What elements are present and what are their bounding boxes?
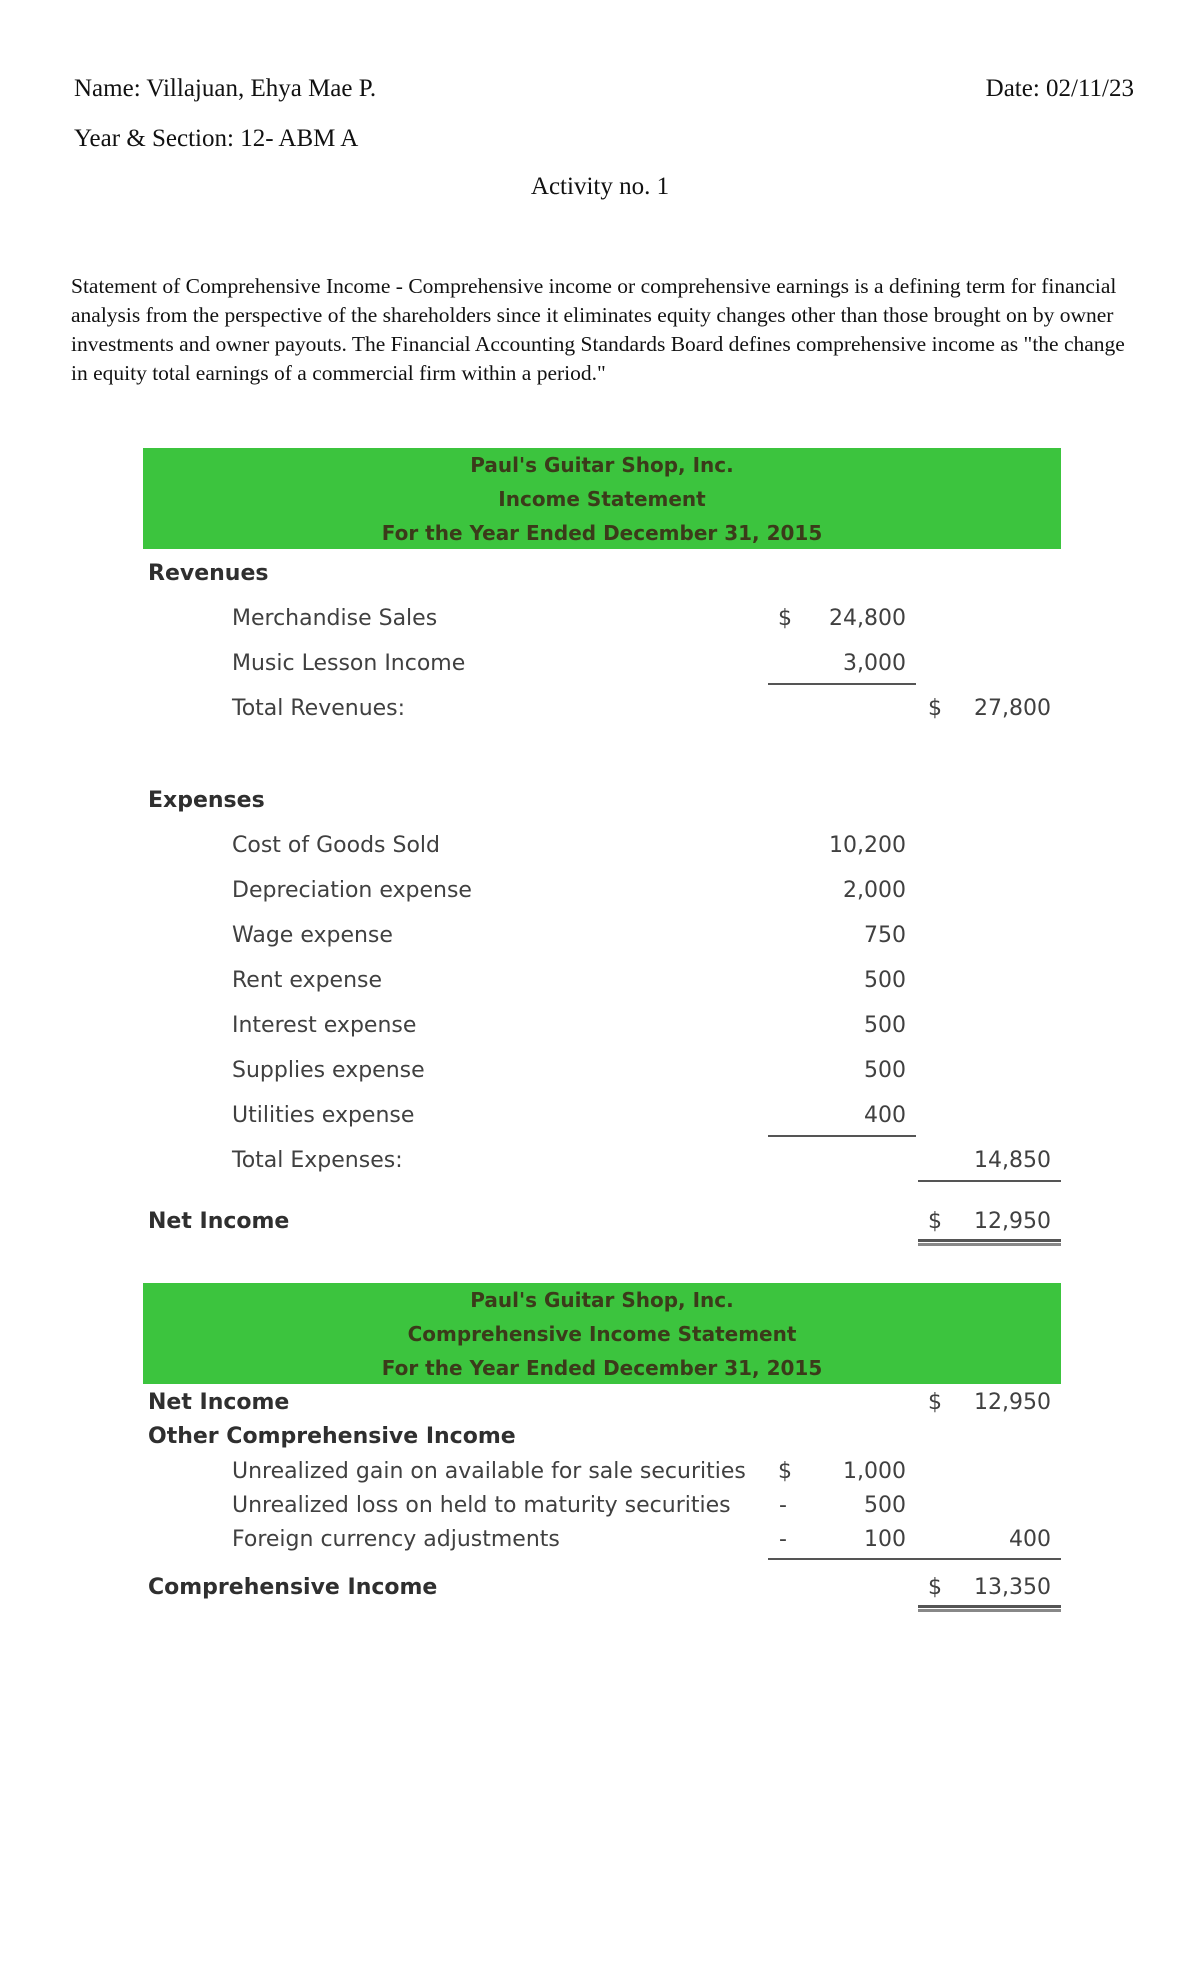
revenue-item-amount: 24,800 <box>829 606 906 631</box>
expense-item-label: Wage expense <box>232 923 393 948</box>
comprehensive-statement-banner <box>143 1283 1061 1384</box>
oci-item-amount: 100 <box>864 1527 906 1552</box>
comprehensive-income-statement <box>143 1283 1061 1600</box>
expense-item-label: Rent expense <box>232 968 383 993</box>
total-expenses-amount: 14,850 <box>974 1148 1051 1173</box>
income-statement <box>143 448 1061 1234</box>
oci-item-amount: 500 <box>864 1493 906 1518</box>
expense-item-amount: 750 <box>864 923 906 948</box>
total-revenues-amount: 27,800 <box>974 696 1051 721</box>
net-income-amount: 12,950 <box>974 1209 1051 1234</box>
statement-period: For the Year Ended December 31, 2015 <box>381 520 823 545</box>
oci-item-sign: - <box>779 1527 787 1552</box>
comprehensive-income-amount: 13,350 <box>974 1575 1051 1600</box>
oci-item-sign: - <box>779 1493 787 1518</box>
expense-item-amount: 10,200 <box>829 833 906 858</box>
revenue-item-label: Merchandise Sales <box>232 606 438 631</box>
net-income-label: Net Income <box>148 1390 290 1415</box>
year-section: Year & Section: 12- ABM A <box>74 125 359 152</box>
income-statement-banner <box>143 448 1061 549</box>
oci-item-amount: 1,000 <box>843 1459 906 1484</box>
expense-item-amount: 500 <box>864 968 906 993</box>
total-rule <box>918 1180 1061 1182</box>
subtotal-rule <box>768 1558 1061 1560</box>
currency-symbol: $ <box>928 1209 942 1234</box>
total-expenses-label: Total Expenses: <box>232 1148 403 1173</box>
company-name: Paul's Guitar Shop, Inc. <box>470 452 734 477</box>
comprehensive-income-label: Comprehensive Income <box>148 1575 438 1600</box>
double-rule <box>918 1605 1061 1608</box>
total-revenues-label: Total Revenues: <box>232 696 406 721</box>
currency-symbol: $ <box>928 696 942 721</box>
net-income-label: Net Income <box>148 1209 290 1234</box>
currency-symbol: $ <box>928 1575 942 1600</box>
expense-item-amount: 500 <box>864 1058 906 1083</box>
expense-item-label: Depreciation expense <box>232 878 472 903</box>
expense-item-label: Supplies expense <box>232 1058 425 1083</box>
currency-symbol: $ <box>778 606 792 631</box>
oci-item-label: Unrealized gain on available for sale securities <box>232 1459 746 1484</box>
revenues-heading: Revenues <box>148 561 269 586</box>
subtotal-rule <box>768 683 916 685</box>
expenses-heading: Expenses <box>148 788 265 813</box>
oci-item-sign: $ <box>778 1459 792 1484</box>
oci-item-label: Unrealized loss on held to maturity securities <box>232 1493 731 1518</box>
oci-item-label: Foreign currency adjustments <box>232 1527 560 1552</box>
expense-item-amount: 2,000 <box>843 878 906 903</box>
statement-title: Income Statement <box>498 486 706 511</box>
revenue-item-amount: 3,000 <box>843 651 906 676</box>
student-name: Name: Villajuan, Ehya Mae P. <box>74 75 377 102</box>
expense-item-label: Cost of Goods Sold <box>232 833 440 858</box>
net-income-amount: 12,950 <box>974 1390 1051 1415</box>
expense-item-amount: 500 <box>864 1013 906 1038</box>
expense-item-label: Utilities expense <box>232 1103 415 1128</box>
double-rule <box>918 1239 1061 1242</box>
activity-date: Date: 02/11/23 <box>985 75 1134 102</box>
oci-heading: Other Comprehensive Income <box>148 1424 516 1449</box>
subtotal-rule <box>768 1135 916 1137</box>
statement-title: Comprehensive Income Statement <box>407 1321 797 1346</box>
currency-symbol: $ <box>928 1390 942 1415</box>
revenue-item-label: Music Lesson Income <box>232 651 466 676</box>
activity-title: Activity no. 1 <box>530 173 670 200</box>
statement-period: For the Year Ended December 31, 2015 <box>381 1355 823 1380</box>
expense-item-amount: 400 <box>864 1103 906 1128</box>
oci-total-amount: 400 <box>1009 1527 1051 1552</box>
company-name: Paul's Guitar Shop, Inc. <box>470 1287 734 1312</box>
intro-paragraph: Statement of Comprehensive Income - Comprehensive income or comprehensive earnings is a defining term for financial analysis from the perspective of the shareholders since it eliminates equity changes other than those brought on by owner investments and owner payouts. The Financial Accounting Standards Board defines comprehensive income as "the change in equity total earnings of a commercial firm within a period." <box>71 274 1125 385</box>
expense-item-label: Interest expense <box>232 1013 417 1038</box>
